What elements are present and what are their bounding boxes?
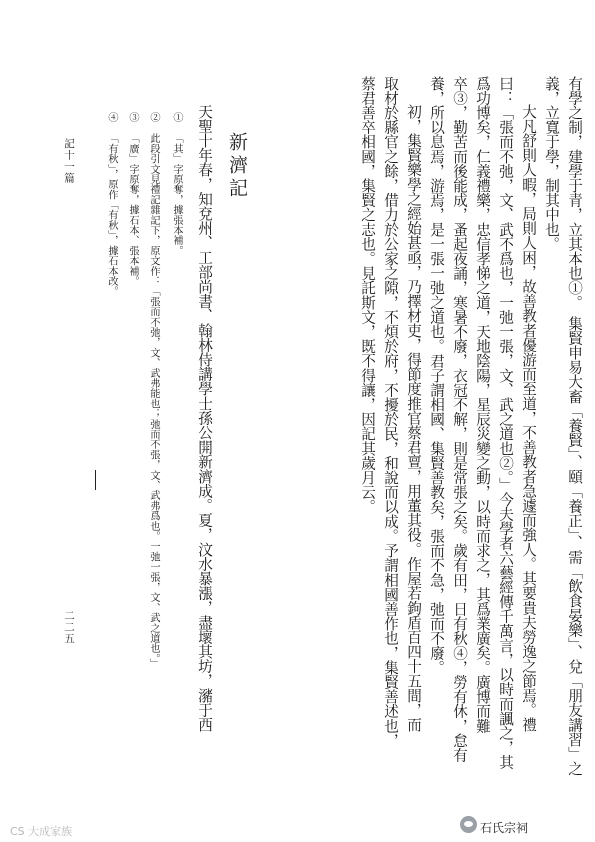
running-head: 記十一篇 xyxy=(63,138,75,184)
watermark-left: CS 大成家族 xyxy=(10,825,73,838)
body-column-7 xyxy=(426,76,445,675)
body-column-10 xyxy=(357,76,374,666)
body-text-annotation: 集賢申易大畜「養賢」、頤「養正」、需「飲食晏樂」、兌「朋友講習」之 xyxy=(566,315,583,776)
body-text: 有學之制，建學于青，立其本也①。 xyxy=(566,76,583,310)
body-text: 大凡舒則人暇，局則人困，故善教者優游而至道，不善教者急遽而強人。 xyxy=(520,104,537,572)
body-column-3 xyxy=(518,104,537,732)
body-text: 天聖十年春，知兗州、工部尚書、翰林侍講學士孫公開新濟成。夏，汶水暴漲，盡壞其坊，瀦于西 xyxy=(196,104,213,732)
body-column-2 xyxy=(541,76,558,666)
body-text: 曰：「張而不弛，文、武不爲也，一弛一張，文、武之道也②。」今夫學者六藝經傳千萬言，以時而諷之，其 xyxy=(497,76,514,770)
footnote-2: ② 此段引文見禮記雜記下，原文作：「張而不弛，文、武弗能也；弛而不張，文、武弗爲也。一弛一張，文、武之道也。」 xyxy=(148,112,159,669)
footnote-3: ③ 「廣」字原奪，據石本、張本補。 xyxy=(127,112,138,287)
body-column-6 xyxy=(449,76,468,763)
body-column-4 xyxy=(495,76,514,770)
essay-title: 新濟記 xyxy=(226,132,248,201)
body-text: 卒③，勤苦而後能成，蚤起夜誦，寒暑不廢，衣冠不解，則是常張之矣。 xyxy=(451,76,468,544)
body-text-annotation: 君子謂相國、集賢善教矣，張而不急，弛而不廢。 xyxy=(428,353,445,675)
body-text: 爲功博矣，仁義禮樂，忠信孝悌之道，天地陰陽，星辰災變之動，以時而求之，其爲業廣矣。 xyxy=(474,76,491,675)
watermark-right: 石氏宗祠 xyxy=(480,821,529,835)
page-number: 二二五 xyxy=(63,610,75,645)
body-text: 取材於縣官之餘，借力於公家之隙，不煩於府，不擾於民，和說而以成。 xyxy=(382,76,399,544)
divider-line xyxy=(95,470,96,490)
body-text: 養，所以息焉，游焉，是一張一弛之道也。 xyxy=(428,76,445,354)
body-text-annotation: 歲有田，日有秋④，勞有休，怠有 xyxy=(451,543,468,763)
body-text: 義，立寬于學，制其中也。 xyxy=(543,76,560,252)
footnote-1: ① 「其」字原奪，據張本補。 xyxy=(171,112,182,256)
wechat-logo-icon xyxy=(460,816,477,833)
body-column-5 xyxy=(472,76,491,734)
body-text: 初，集賢樂學之經始甚亟，乃擇材吏，得節度推官蔡君亶，用董其役。 xyxy=(405,104,422,557)
body-column-1 xyxy=(564,76,583,776)
body-text-annotation: 其要貴夫勞逸之節焉。禮 xyxy=(520,571,537,732)
body-column-8 xyxy=(403,104,422,732)
body-text-annotation: 予謂相國善作也，集賢善述也， xyxy=(382,543,399,748)
second-essay-column xyxy=(194,104,213,732)
body-text-annotation: 作屋若鉤盾百四十五間，而 xyxy=(405,556,422,732)
footnote-4: ④ 「有秋」，原作「有秋」，據石本改。 xyxy=(106,112,117,297)
body-text: 蔡君善卒相國，集賢之志也。見託斯文，既不得讓，因記其歲月云。 xyxy=(359,76,376,514)
body-column-9 xyxy=(380,76,399,748)
body-text-annotation: 廣博而難 xyxy=(474,674,491,734)
